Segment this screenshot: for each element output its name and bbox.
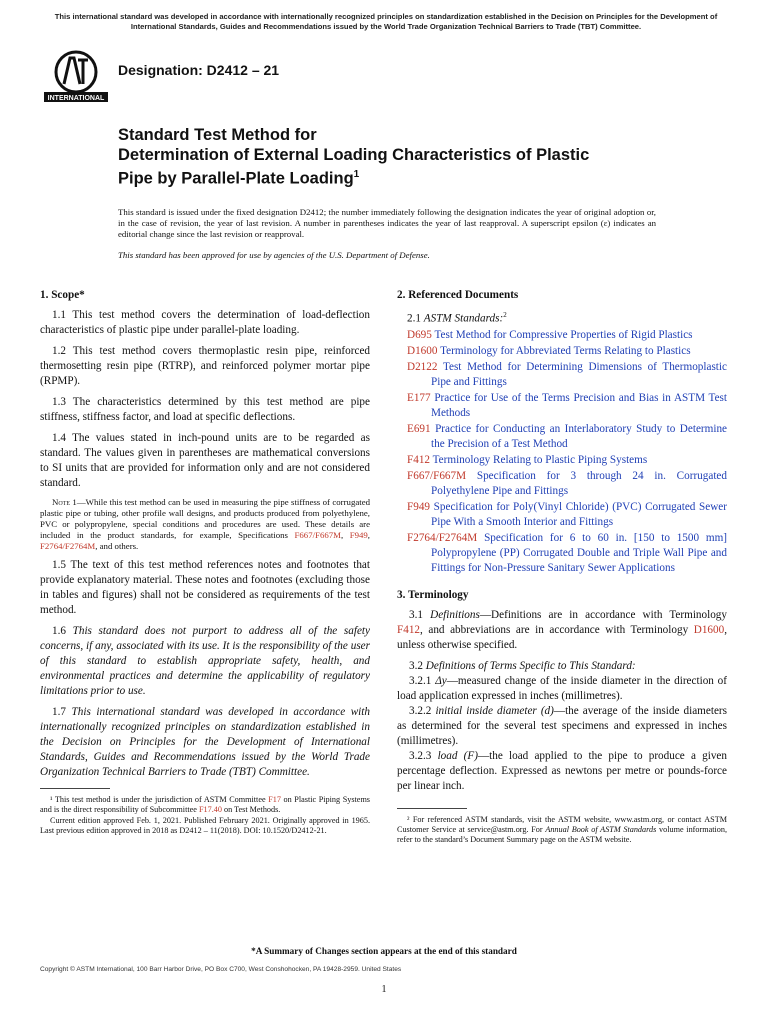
referenced-documents-heading: 2. Referenced Documents xyxy=(397,289,519,301)
definitions-term: Definitions xyxy=(430,608,480,621)
reference-code[interactable]: F949 xyxy=(407,500,431,513)
reference-code[interactable]: E691 xyxy=(407,422,431,435)
reference-item[interactable] xyxy=(407,422,727,452)
terminology-heading: 3. Terminology xyxy=(397,588,469,601)
logo-text: INTERNATIONAL xyxy=(47,95,105,102)
reference-title[interactable]: Specification for Poly(Vinyl Chloride) (PVC) Corrugated Sewer Pipe With a Smooth Interior and Fittings xyxy=(431,500,727,528)
paragraph-3-2-3 xyxy=(397,749,727,794)
paragraph-number: 1.7 xyxy=(52,706,72,718)
title-line-3-text: Pipe by Parallel-Plate Loading xyxy=(118,169,354,188)
scope-heading: 1. Scope* xyxy=(40,289,85,301)
left-column xyxy=(40,288,370,836)
paragraph-3-1 xyxy=(397,608,727,653)
reference-title[interactable]: Test Method for Determining Dimensions of Thermoplastic Pipe and Fittings xyxy=(431,360,727,388)
paragraph-1-5: 1.5 The text of this test method references notes and footnotes that provide explanatory material. These notes and footnotes (excluding those in tables and figures) shall not be considered as requirements of the test method. xyxy=(40,559,370,616)
standardization-notice: This international standard was developed in accordance with internationally recognized principles on standardization established in the Decision on Principles for the Development of International Standards, Guides and Recommendations issued by the World Trade Organization Technical Barriers to Trade (TBT) Committee. xyxy=(54,12,718,31)
reference-item[interactable] xyxy=(407,500,727,530)
p31-text: , unless otherwise specified. xyxy=(397,623,727,651)
reference-code[interactable]: F667/F667M xyxy=(407,469,467,482)
note-end: , and others. xyxy=(95,541,139,551)
term-initial-inside-diameter: initial inside diameter (d) xyxy=(435,704,554,717)
fn2-text: ² For referenced ASTM standards, visit the ASTM website, www.astm.org, or contact ASTM Customer Service at service@astm.org. For xyxy=(397,814,727,835)
link-f17[interactable]: F17 xyxy=(268,795,281,804)
fn1-text: on Test Methods. xyxy=(221,805,281,815)
fn1-text: ¹ This test method is under the jurisdiction of ASTM Committee xyxy=(50,795,269,804)
p31-text: , and abbreviations are in accordance with Terminology xyxy=(420,623,694,636)
paragraph-1-7 xyxy=(40,705,370,780)
reference-item[interactable] xyxy=(407,344,727,359)
reference-item[interactable] xyxy=(407,469,727,499)
astm-standards-label: ASTM Standards: xyxy=(423,312,504,325)
intro-paragraph: This standard is issued under the fixed designation D2412; the number immediately following the designation indicates the year of original adoption or, in the case of revision, the year of last revision. A number in parentheses indicates the year of last reapproval. A superscript epsilon (ε) indicates an editorial change since the last revision or reapproval. xyxy=(118,207,656,239)
paragraph-3-2-1 xyxy=(397,674,727,704)
paragraph-1-1: 1.1 This test method covers the determination of load-deflection characteristics of plastic pipe under parallel-plate loading. xyxy=(40,309,370,336)
reference-item[interactable] xyxy=(407,360,727,390)
right-column xyxy=(397,288,727,846)
reference-title[interactable]: Specification for 3 through 24 in. Corrugated Polyethylene Pipe and Fittings xyxy=(431,469,727,497)
footnote-2 xyxy=(397,815,727,846)
paragraph-number: 1.6 xyxy=(52,625,73,637)
wto-statement: This international standard was developed in accordance with internationally recognized principles on standardization established in the Decision on Principles for the Development of International Standards, Guides and Recommendations issued by the World Trade Organization Technical Barriers to Trade (TBT) Committee. xyxy=(40,706,370,778)
fn1-text: on Plastic Piping Systems and is the direct responsibility of Subcommittee xyxy=(40,795,370,815)
title-line-1: Standard Test Method for xyxy=(118,126,317,144)
footnote-rule xyxy=(397,808,467,809)
note-1 xyxy=(40,497,370,552)
reference-code[interactable]: D695 xyxy=(407,328,432,341)
definition-text: —the average of the inside diameters as determined for the several test specimens and expressed in inches (millimetres). xyxy=(397,704,727,747)
title-line-2: Determination of External Loading Characteristics of Plastic xyxy=(118,145,590,164)
paragraph-1-4: 1.4 The values stated in inch-pound units are to be regarded as standard. The values given in parentheses are mathematical conversions to SI units that are provided for information only and are not considered standard. xyxy=(40,432,370,489)
document-title xyxy=(118,126,678,189)
section-number: 3.2.3 xyxy=(409,749,438,762)
title-footnote-marker: 1 xyxy=(353,169,360,180)
reference-item[interactable] xyxy=(407,391,727,421)
footnote-rule xyxy=(40,788,110,789)
reference-item[interactable] xyxy=(407,328,727,343)
safety-statement: This standard does not purport to address all of the safety concerns, if any, associated with its use. It is the responsibility of the user of this standard to establish appropriate safety, health, and environmental practices and determine the applicability of regulatory limitations prior to use. xyxy=(40,625,370,697)
paragraph-1-3: 1.3 The characteristics determined by this test method are pipe stiffness, stiffness factor, and load at specific deflections. xyxy=(40,396,370,423)
footnote-1 xyxy=(40,795,370,836)
term-load: load (F) xyxy=(437,749,478,762)
reference-code[interactable]: F412 xyxy=(407,453,431,466)
fn2-text: volume information, refer to the standard’s Document Summary page on the ASTM website. xyxy=(397,825,728,845)
section-number: 3.2.2 xyxy=(409,704,436,717)
section-number: 3.2.1 xyxy=(409,674,436,687)
reference-title[interactable]: Practice for Use of the Terms Precision and Bias in ASTM Test Methods xyxy=(431,391,727,419)
reference-title[interactable]: Specification for 6 to 60 in. [150 to 1500 mm] Polypropylene (PP) Corrugated Double and Triple Wall Pipe and Fittings for Non-Pressure Sanitary Sewer Applications xyxy=(431,531,728,574)
reference-code[interactable]: D1600 xyxy=(407,344,438,357)
reference-title[interactable]: Terminology Relating to Plastic Piping Systems xyxy=(432,453,648,466)
page-number: 1 xyxy=(381,984,387,995)
designation: Designation: D2412 – 21 xyxy=(118,62,280,78)
reference-item[interactable] xyxy=(407,531,727,576)
definition-text: —the load applied to the pipe to produce a given percentage deflection. Expressed as newtons per metre or pounds-force per linear inch. xyxy=(397,749,727,792)
reference-item[interactable] xyxy=(407,453,727,468)
reference-title[interactable]: Test Method for Compressive Properties of Rigid Plastics xyxy=(434,328,693,341)
paragraph-1-2: 1.2 This test method covers thermoplastic resin pipe, reinforced thermosetting resin pipe (RTRP), and reinforced polymer mortar pipe (RPMP). xyxy=(40,345,370,387)
link-f949[interactable]: F949 xyxy=(349,530,368,540)
fn2-italic: Annual Book of ASTM Standards xyxy=(545,825,657,835)
paragraph-3-2 xyxy=(397,659,727,674)
footnote-marker: 2 xyxy=(503,311,507,319)
reference-code[interactable]: F2764/F2764M xyxy=(407,531,478,544)
paragraph-1-6 xyxy=(40,624,370,699)
reference-list xyxy=(397,328,727,576)
definition-text: —measured change of the inside diameter in the direction of load application expressed in inches (millimetres). xyxy=(397,674,728,702)
link-d1600[interactable]: D1600 xyxy=(693,623,725,636)
link-f17-40[interactable]: F17.40 xyxy=(198,805,222,815)
reference-title[interactable]: Terminology for Abbreviated Terms Relating to Plastics xyxy=(440,344,691,357)
link-f667[interactable]: F667/F667M xyxy=(294,530,341,540)
link-f412[interactable]: F412 xyxy=(397,623,421,636)
astm-logo xyxy=(40,48,112,108)
specific-terms-label: Definitions of Terms Specific to This Standard: xyxy=(425,659,636,672)
reference-code[interactable]: E177 xyxy=(407,391,431,404)
term-delta-y: Δy xyxy=(435,674,447,687)
section-number: 2.1 xyxy=(407,312,424,325)
paragraph-3-2-2 xyxy=(397,704,727,749)
note-text: —While this test method can be used in measuring the pipe stiffness of corrugated plastic pipe or tubing, other profile wall designs, and products produced from polyethylene, PVC or polypropylene, special conditions and procedures are used. These details are included in the product standards, for example, Specifications xyxy=(40,497,370,540)
note-sep: , xyxy=(367,530,370,540)
reference-code[interactable]: D2122 xyxy=(407,360,438,373)
copyright: Copyright © ASTM International, 100 Barr Harbor Drive, PO Box C700, West Conshohocken, PA 19428-2959. United States xyxy=(40,966,402,973)
note-sep: , xyxy=(340,530,350,540)
section-number: 3.1 xyxy=(409,608,431,621)
section-number: 3.2 xyxy=(409,659,426,672)
note-label: Note 1 xyxy=(52,497,77,507)
reference-title[interactable]: Practice for Conducting an Interlaboratory Study to Determine the Precision of a Test Method xyxy=(431,422,727,450)
astm-standards-subheading xyxy=(407,308,727,327)
summary-of-changes-note: *A Summary of Changes section appears at the end of this standard xyxy=(251,946,517,956)
dod-approval: This standard has been approved for use by agencies of the U.S. Department of Defense. xyxy=(118,250,430,260)
fn1-edition: Current edition approved Feb. 1, 2021. Published February 2021. Originally approved in 1965. Last previous edition approved in 2018 as D2412 – 11(2018). DOI: 10.1520/D2412-21. xyxy=(40,815,370,835)
p31-text: —Definitions are in accordance with Terminology xyxy=(479,608,727,621)
title-line-3 xyxy=(118,165,678,189)
link-f2764[interactable]: F2764/F2764M xyxy=(40,541,96,551)
